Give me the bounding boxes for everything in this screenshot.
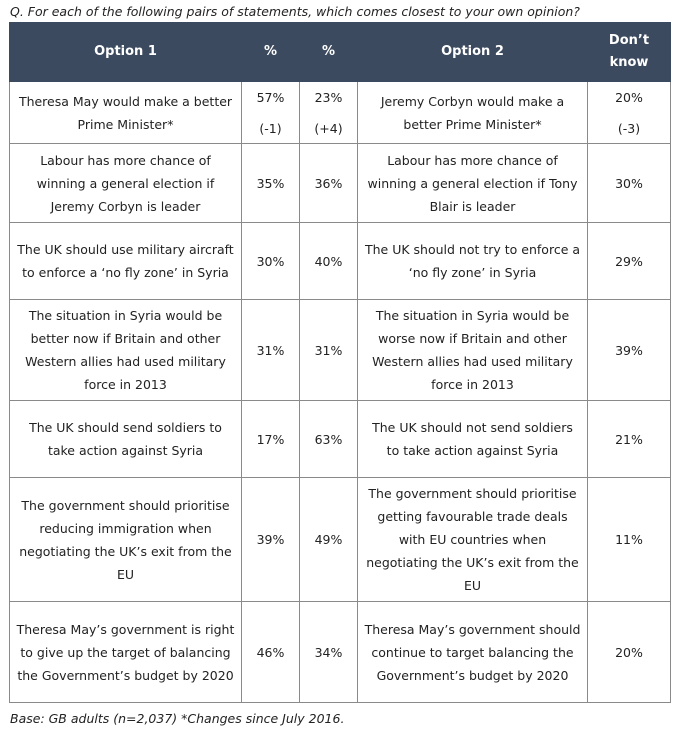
pct2-cell: 40%: [300, 223, 358, 300]
table-row: [10, 144, 671, 223]
header-dont-know-line2: know: [609, 55, 649, 70]
base-footnote: Base: GB adults (n=2,037) *Changes since July 2016.: [10, 711, 345, 726]
pct2-cell: 36%: [300, 144, 358, 223]
header-option2: Option 2: [358, 23, 588, 82]
pct2-change: (+4): [314, 120, 343, 136]
option1-cell: The UK should send soldiers to take action against Syria: [10, 401, 242, 478]
dont-know-cell: 11%: [588, 478, 671, 602]
pct2-cell: 34%: [300, 602, 358, 703]
dont-know-value: 20%: [615, 89, 643, 105]
pct1-cell: 31%: [242, 300, 300, 401]
table-row: [10, 300, 671, 401]
pct2-cell: [300, 82, 358, 144]
dont-know-cell: 21%: [588, 401, 671, 478]
pct1-cell: 17%: [242, 401, 300, 478]
option2-cell: The UK should not send soldiers to take action against Syria: [358, 401, 588, 478]
table-row: [10, 82, 671, 144]
pct1-cell: 30%: [242, 223, 300, 300]
pct2-value: 23%: [314, 89, 343, 105]
question-text: Q. For each of the following pairs of statements, which comes closest to your own opinion?: [10, 4, 580, 19]
dont-know-cell: 20%: [588, 602, 671, 703]
dont-know-cell: 30%: [588, 144, 671, 223]
dont-know-cell: 39%: [588, 300, 671, 401]
dont-know-cell: 29%: [588, 223, 671, 300]
table-row: [10, 478, 671, 602]
pct1-cell: 39%: [242, 478, 300, 602]
header-pct1: %: [242, 23, 300, 82]
header-dont-know-line1: Don’t: [608, 33, 650, 48]
option1-cell: The situation in Syria would be better now if Britain and other Western allies had used military force in 2013: [10, 300, 242, 401]
results-table: [9, 22, 671, 703]
pct2-cell: 49%: [300, 478, 358, 602]
option1-cell: Labour has more chance of winning a general election if Jeremy Corbyn is leader: [10, 144, 242, 223]
option1-cell: The government should prioritise reducing immigration when negotiating the UK’s exit from the EU: [10, 478, 242, 602]
table-row: [10, 223, 671, 300]
pct1-cell: [242, 82, 300, 144]
header-dont-know: [588, 23, 671, 82]
option2-cell: Labour has more chance of winning a general election if Tony Blair is leader: [358, 144, 588, 223]
pct2-cell: 63%: [300, 401, 358, 478]
header-row: [10, 23, 671, 82]
pct1-cell: 35%: [242, 144, 300, 223]
option2-cell: Jeremy Corbyn would make a better Prime Minister*: [358, 82, 588, 144]
pct1-change: (-1): [259, 120, 282, 136]
option1-cell: Theresa May’s government is right to give up the target of balancing the Government’s budget by 2020: [10, 602, 242, 703]
pct2-cell: 31%: [300, 300, 358, 401]
table-row: [10, 401, 671, 478]
pct1-value: 57%: [256, 89, 285, 105]
option1-cell: The UK should use military aircraft to enforce a ‘no fly zone’ in Syria: [10, 223, 242, 300]
option2-cell: The UK should not try to enforce a ‘no fly zone’ in Syria: [358, 223, 588, 300]
header-pct2: %: [300, 23, 358, 82]
option1-cell: Theresa May would make a better Prime Minister*: [10, 82, 242, 144]
option2-cell: The situation in Syria would be worse now if Britain and other Western allies had used military force in 2013: [358, 300, 588, 401]
header-option1: Option 1: [10, 23, 242, 82]
option2-cell: The government should prioritise getting favourable trade deals with EU countries when negotiating the UK’s exit from the EU: [358, 478, 588, 602]
option2-cell: Theresa May’s government should continue to target balancing the Government’s budget by 2020: [358, 602, 588, 703]
dont-know-change: (-3): [617, 120, 641, 136]
dont-know-cell: [588, 82, 671, 144]
table-row: [10, 602, 671, 703]
pct1-cell: 46%: [242, 602, 300, 703]
